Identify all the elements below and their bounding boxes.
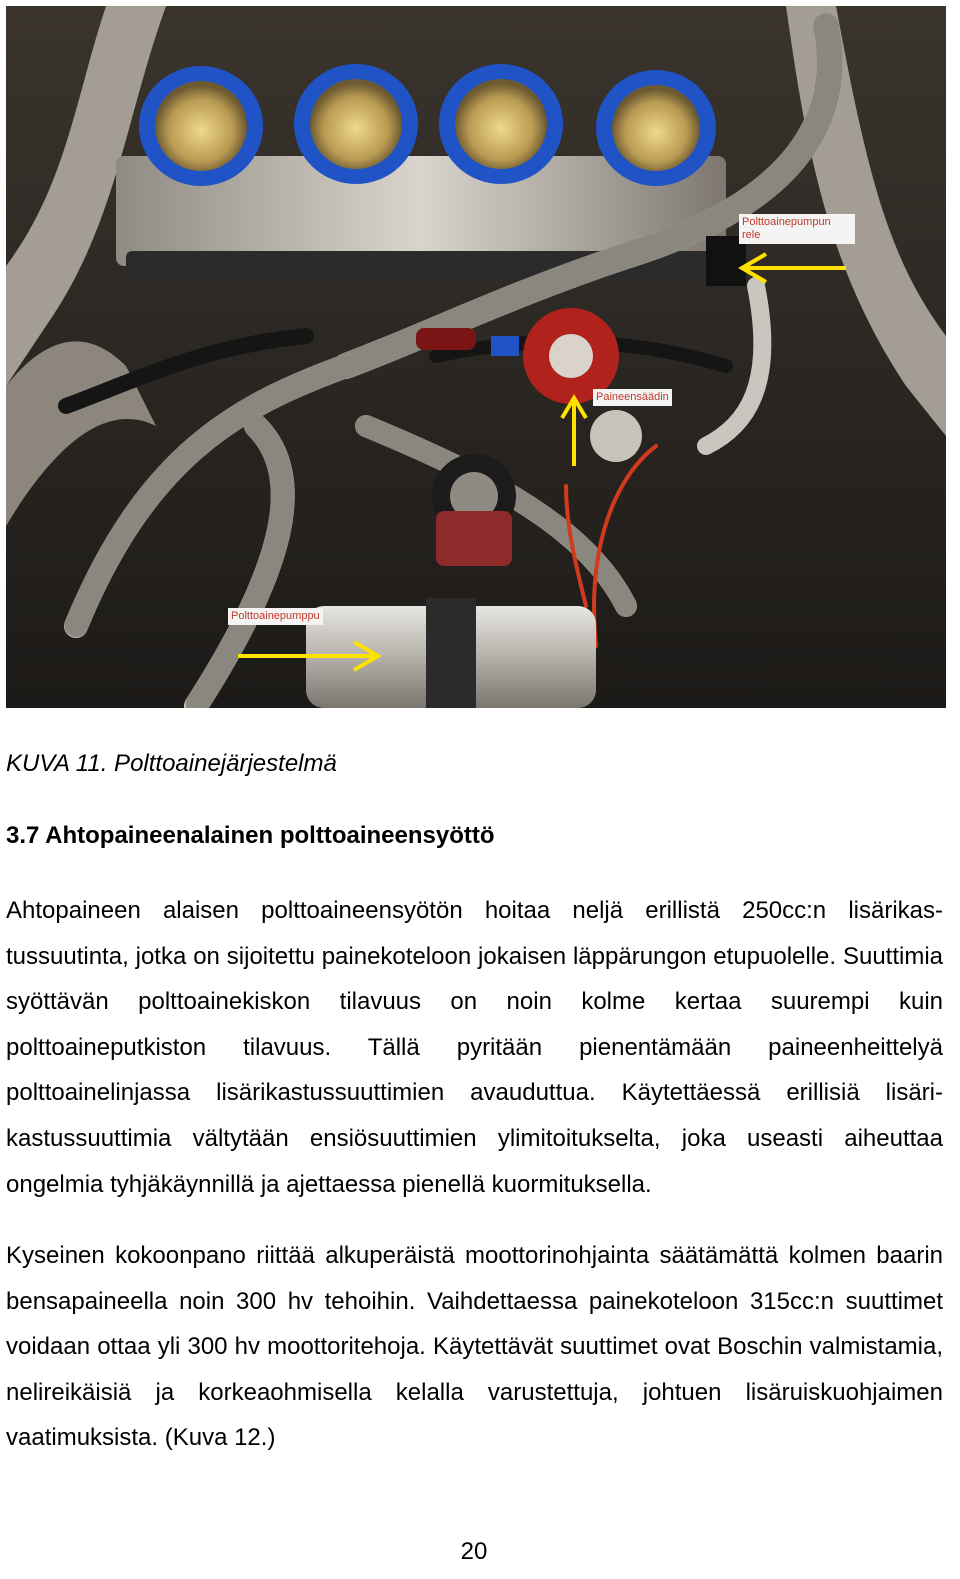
body-paragraph-2: Kyseinen kokoonpano riittää alkuperäistä moottorinohjainta säätämättä kolmen baarin bensapaineella noin 300 hv tehoihin. Vaihdettaessa painekoteloon 315cc:n suuttimet voidaan ottaa yli 300 hv moottoritehoja. Käytettävät suuttimet ovat Boschin valmistamia, nelireikäisiä ja korkeaohmisella kelalla varustettuja, johtuen lisäruiskuohjaimen vaatimuksista. (Kuva 12.) xyxy=(6,1242,943,1452)
body-paragraph-1: Ahtopaineen alaisen polttoaineensyötön hoitaa neljä erillistä 250cc:n lisärikas-tussuutinta, jotka on sijoitettu painekoteloon jokaisen läppärungon etupuolelle. Suuttimia syöttävän polttoainekiskon tilavuus on noin kolme kertaa suurempi kuin polttoaineputkiston tilavuus. Tällä pyritään pienentämään paineenheittelyä polttoainelinjassa lisärikastussuuttimien avauduttua. Käytettäessä erillisiä lisäri-kastussuuttimia vältytään ensiösuuttimien ylimitoitukselta, joka useasti aiheuttaa ongelmia tyhjäkäynnillä ja ajettaessa pienellä kuormituksella. xyxy=(6,897,943,1198)
pressure-regulator-label: Paineensäädin xyxy=(593,389,672,406)
fuel-pump-relay-label: Polttoainepumpun rele xyxy=(739,214,855,244)
section-heading: 3.7 Ahtopaineenalainen polttoaineensyöttö xyxy=(6,822,495,849)
engine-photo-illustration xyxy=(6,6,946,708)
figure-caption: KUVA 11. Polttoainejärjestelmä xyxy=(6,750,337,777)
fuel-pump-label: Polttoainepumppu xyxy=(228,608,323,625)
page-number: 20 xyxy=(460,1538,488,1565)
engine-fuel-system-photo xyxy=(6,6,946,708)
